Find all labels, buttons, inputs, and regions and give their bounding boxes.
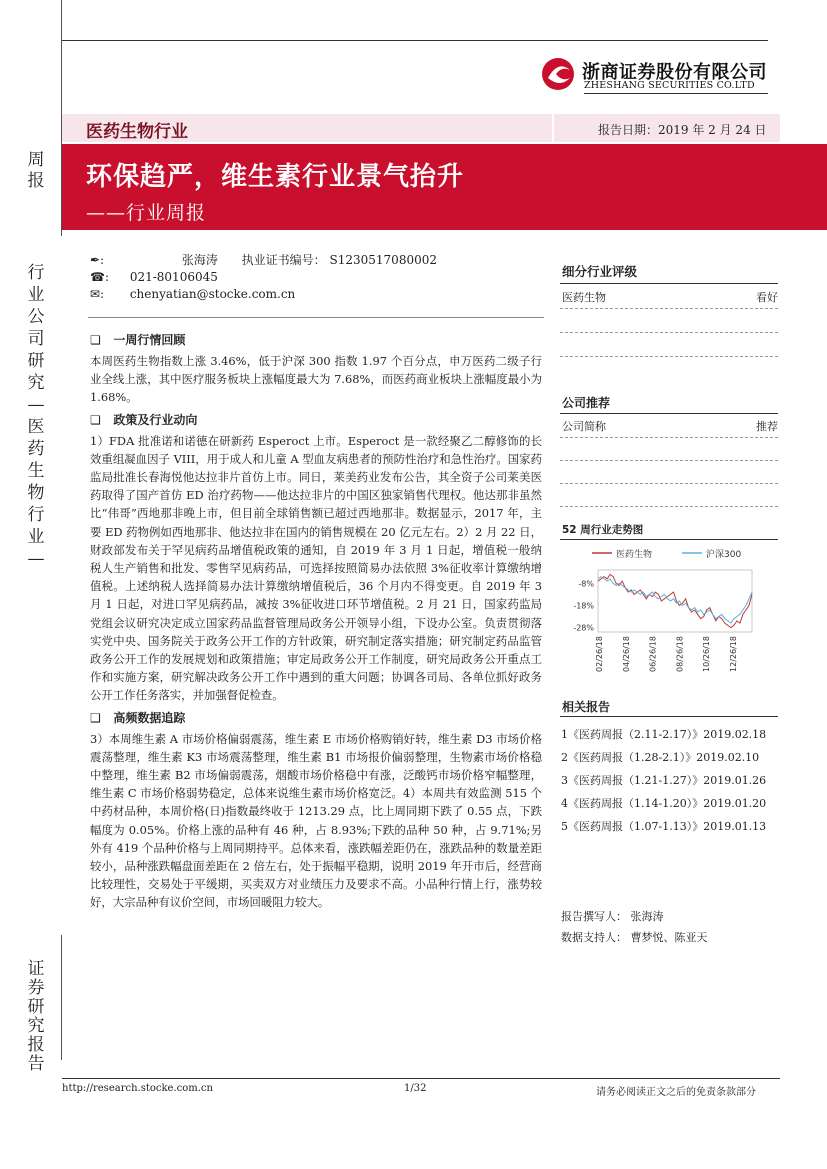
company-name-en: ZHESHANG SECURITIES CO.LTD — [584, 80, 755, 91]
report-subtitle: ——行业周报 — [86, 202, 207, 224]
related-report-item[interactable]: 4《医药周报（1.14-1.20）》2019.01.20 — [561, 797, 767, 810]
section-heading: ❑ 政策及行业动向 — [90, 412, 198, 427]
phone-number: 021-80106045 — [129, 270, 218, 284]
side-label-char: 公 — [27, 307, 45, 327]
y-tick-label: -28% — [573, 623, 594, 633]
rating-dotline — [560, 356, 778, 357]
side-label-char: 证 — [27, 959, 45, 979]
company-name-cn: 浙商证券股份有限公司 — [582, 62, 767, 83]
side-label-char: 行 — [27, 505, 45, 525]
recommend-rule — [560, 413, 778, 414]
section-text: 1）FDA 批准诺和诺德在研新药 Esperoct 上市。Esperoct 是一款经聚乙二醇修饰的长效重组凝血因子 VIII，用于成人和儿童 A 型血友病患者的预防性治疗和急性治疗。国家药监局批准长春海悦他达拉非片首仿上市。同日，莱美药业发布公告，其全资子公司莱美医药取得了国产首仿 ED 治疗药物——他达拉非片的中国区独家销售代理权。他达那非虽然比“伟哥”西地那非晚上市，但目前全球销售额已超过西地那非。数据显示，2017 年，主要 ED 药物例如西地那非、他达拉非在国内的销售规模在 20 亿元左右。2）2 月 22 日，财政部发布关于罕见病药品增值税政策的通知，自 2019 年 3 月 1 日起，增值税一般纳税人生产销售和批发、零售罕见病药品，可选择按照简易办法依照 3%征收率计算缴纳增值税。上述纳税人选择简易办法计算缴纳增值税后，36 个月内不得变更。自 2019 年 3 月 1 日起，对进口罕见病药品，减按 3%征收进口环节增值税。2 月 21 日，国家药监局党组会议研究决定成立国家药品监督管理局政务公开领导小组，下设办公室。负责贯彻落实党中央、国务院关于政务公开工作的方针政策，研究制定落实措施；研究制定药品监管政务公开工作的发展规划和政策措施；审定局政务公开工作制度，研究局政务公开重点工作和实施方案，研究解决政务公开工作中遇到的重大问题；协调各司局、各单位抓好政务公开工作任务落实，并加强督促检查。 — [90, 433, 542, 703]
related-title: 相关报告 — [562, 700, 611, 714]
legend-label: 医药生物 — [616, 550, 653, 560]
pen-icon: ✒: — [90, 253, 105, 267]
cert-label: 执业证书编号： — [241, 253, 326, 267]
rating-dotline — [560, 332, 778, 333]
x-tick-label: 04/26/18 — [621, 636, 631, 672]
recommend-dotline — [560, 506, 778, 507]
footer-disclaimer: 请务必阅读正文之后的免责条款部分 — [596, 1087, 756, 1098]
recommend-header — [562, 418, 778, 434]
email-address: chenyatian@stocke.com.cn — [129, 287, 296, 301]
footer-rule — [62, 1078, 780, 1079]
section-text: 本周医药生物指数上涨 3.46%，低于沪深 300 指数 1.97 个百分点，申万医药二级子行业全线上涨，其中医疗服务板块上涨幅度最大为 7.68%，而医药商业板块上涨幅度最小为 1.68%。 — [90, 354, 542, 405]
rating-rule — [560, 283, 778, 284]
section-policy — [90, 411, 542, 705]
side-label-char: 研 — [27, 351, 45, 371]
related-report-item[interactable]: 5《医药周报（1.07-1.13）》2019.01.13 — [561, 820, 767, 833]
section-heading: ❑ 一周行情回顾 — [90, 333, 186, 347]
side-label-char: — — [27, 549, 45, 569]
top-rule — [62, 40, 768, 41]
rating-industry: 医药生物 — [562, 291, 606, 304]
industry-title: 医药生物行业 — [86, 122, 188, 142]
related-rule — [560, 716, 778, 717]
side-label-char: 业 — [27, 285, 45, 305]
section-high-frequency — [90, 709, 542, 912]
phone-row — [90, 269, 437, 286]
side-label-char: 券 — [27, 978, 45, 998]
x-tick-label: 10/26/18 — [702, 636, 712, 672]
series-line — [598, 577, 752, 624]
author-block — [90, 252, 437, 303]
chart-title: 52 周行业走势图 — [562, 524, 644, 536]
phone-icon: ☎: — [90, 270, 109, 284]
zheshang-logo-icon — [540, 56, 580, 92]
author-row — [90, 252, 437, 269]
side-label-char: 报 — [27, 1035, 45, 1055]
checkbox-icon: ❑ — [90, 412, 101, 427]
rating-title: 细分行业评级 — [562, 264, 638, 279]
company-logo — [540, 56, 580, 92]
email-row — [90, 286, 437, 303]
header-divider — [552, 114, 554, 142]
author-rule — [88, 317, 544, 318]
email-icon: ✉: — [90, 287, 105, 301]
trend-chart — [560, 542, 780, 692]
side-label-char: 物 — [27, 483, 45, 503]
side-label-char: 行 — [27, 263, 45, 283]
related-report-item[interactable]: 3《医药周报（1.21-1.27）》2019.01.26 — [561, 774, 767, 787]
side-label-char: — — [27, 395, 45, 415]
side-label-industry — [26, 262, 46, 570]
side-label-char: 业 — [27, 527, 45, 547]
chart-rule — [560, 539, 778, 540]
logo-rule — [584, 93, 768, 94]
footer-url[interactable]: http://research.stocke.com.cn — [62, 1083, 213, 1094]
section-market-review — [90, 331, 542, 407]
side-label-char: 究 — [27, 373, 45, 393]
x-tick-label: 12/26/18 — [729, 636, 738, 672]
recommend-col2: 推荐 — [756, 420, 778, 433]
rating-dotline — [560, 308, 778, 309]
recommend-dotline — [560, 460, 778, 461]
y-tick-label: -18% — [573, 601, 594, 611]
related-report-item[interactable]: 2《医药周报（1.28-2.1）》2019.02.10 — [561, 751, 760, 764]
side-label-weekly: 周 报 — [27, 150, 45, 191]
section-heading: ❑ 高频数据追踪 — [90, 710, 186, 725]
cert-number: S1230517080002 — [329, 253, 437, 267]
recommend-title: 公司推荐 — [562, 396, 611, 410]
side-label-char: 药 — [27, 439, 45, 459]
rating-value: 看好 — [756, 291, 778, 304]
main-body — [90, 331, 542, 912]
legend-label: 沪深300 — [706, 550, 742, 560]
report-title: 环保趋严，维生素行业景气抬升 — [86, 162, 465, 192]
x-tick-label: 08/26/18 — [675, 636, 685, 672]
side-label-securities — [26, 960, 46, 1074]
side-label-char: 生 — [27, 461, 45, 481]
side-label-char: 研 — [27, 997, 45, 1017]
side-label-char: 告 — [27, 1054, 45, 1074]
sidebar-border-bottom — [61, 935, 62, 1060]
checkbox-icon: ❑ — [90, 710, 101, 725]
y-tick-label: -8% — [578, 579, 594, 589]
recommend-col1: 公司简称 — [562, 420, 606, 433]
report-writer: 报告撰写人： 张海涛 — [561, 910, 664, 923]
page-number: 1/32 — [404, 1083, 427, 1094]
section-text: 3）本周维生素 A 市场价格偏弱震荡，维生素 E 市场价格购销好转，维生素 D3 市场价格震荡整理，维生素 K3 市场震荡整理，维生素 B1 市场报价偏弱整理，生物素市场价格稳中整理，维生素 B2 市场偏弱震荡，烟酸市场价格稳中有涨，泛酸钙市场价格窄幅整理，维生素 C 市场价格弱势稳定，总体来说维生素市场价格宽泛。4）本周共有效监测 515 个中药材品种，本周价格(日)指数最终收于 1213.29 点，比上周同期下跌了 0.55 点，下跌幅度为 0.05%。价格上涨的品种有 46 种，占 8.93%;下跌的品种 50 种，占 9.71%;另外有 419 个品种价格与上周同期持平。总体来看，涨跌幅差距仍在，涨跌品种的数量差距较小，品种涨跌幅盘面差距在 2 倍左右，处于振幅平稳期，说明 2019 年开市后，经营商比较理性，交易处于平缓期，买卖双方对业绩压力及要求不高。小品种行情上行，涨势较好，大宗品种有议价空间，市场回暖阻力较大。 — [90, 731, 542, 910]
author-name: 张海涛 — [181, 253, 218, 267]
data-supporters: 数据支持人： 曹梦悦、陈亚天 — [561, 931, 708, 944]
related-report-item[interactable]: 1《医药周报（2.11-2.17）》2019.02.18 — [561, 728, 767, 741]
report-date: 报告日期：2019 年 2 月 24 日 — [598, 123, 767, 137]
side-label-char: 司 — [27, 329, 45, 349]
x-tick-label: 06/26/18 — [648, 636, 658, 672]
recommend-dotline — [560, 437, 778, 438]
recommend-dotline — [560, 483, 778, 484]
side-label-char: 医 — [27, 417, 45, 437]
rating-row — [562, 289, 778, 305]
checkbox-icon: ❑ — [90, 333, 101, 347]
side-label-char: 究 — [27, 1016, 45, 1036]
x-tick-label: 02/26/18 — [595, 636, 604, 672]
